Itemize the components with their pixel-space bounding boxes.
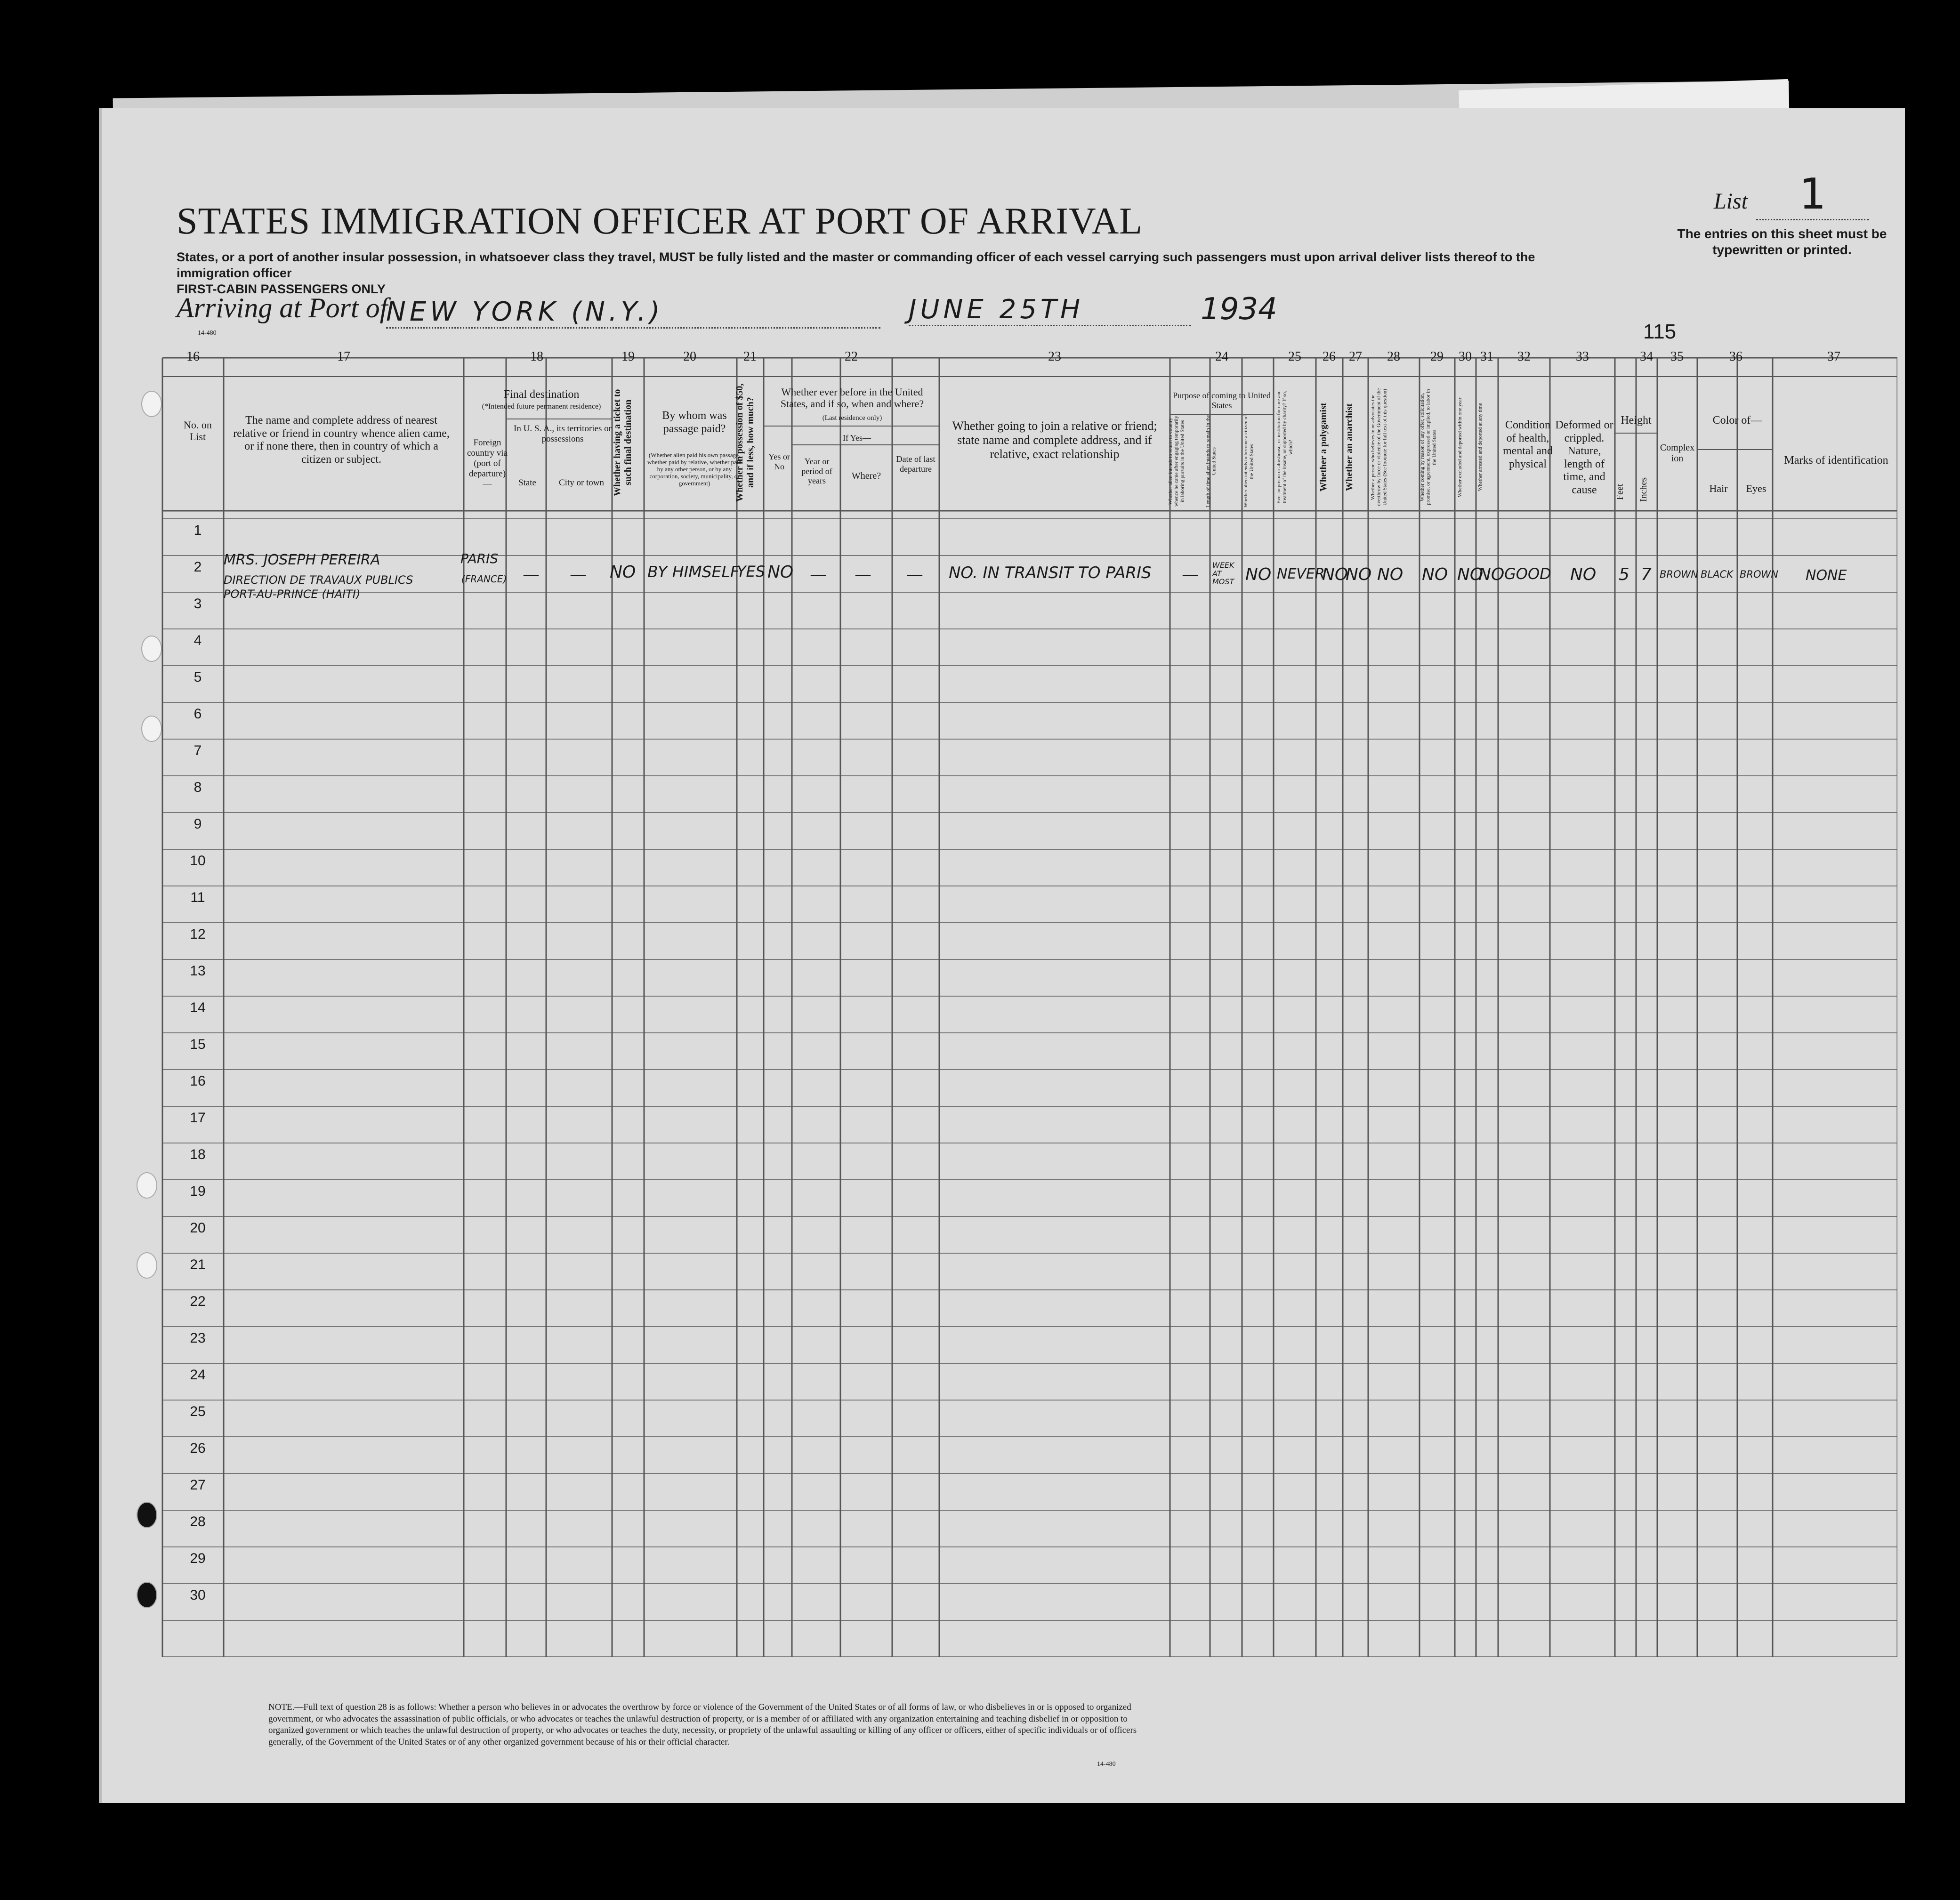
- header-23: Whether going to join a relative or friend; state name and complete address, and if relative, exact relationship: [952, 419, 1157, 461]
- header-29: Whether coming by reason of any offer, solicitation, promise, or agreement, expressed or implied, to labor in the United States: [1420, 389, 1437, 506]
- row-number-27: 27: [190, 1477, 206, 1493]
- header-35: Complexion: [1660, 443, 1695, 464]
- column-number-22: 22: [845, 349, 858, 364]
- header-22-title: Whether ever before in the United States, and if so, when and where?: [780, 386, 924, 410]
- header-20-title: By whom was passage paid?: [662, 410, 727, 435]
- column-number-18: 18: [530, 349, 543, 364]
- port-value: NEW YORK (N.Y.): [386, 297, 880, 329]
- row-number-8: 8: [194, 780, 202, 795]
- entry-joining: NO. IN TRANSIT TO PARIS: [949, 564, 1152, 582]
- column-number-32: 32: [1517, 349, 1531, 364]
- header-21: Whether in possession of $50, and if less, how much?: [734, 383, 756, 502]
- entry-year: —: [810, 565, 827, 584]
- entry-foreign-country-2: (FRANCE): [461, 573, 507, 585]
- punch-hole: [141, 716, 162, 742]
- first-cabin-label: FIRST-CABIN PASSENGERS ONLY: [177, 282, 386, 296]
- header-24-return: Whether alien intends to return to country whence he came after engaging temporarily in laboring pursuits in the United States: [1168, 416, 1186, 507]
- entry-name: MRS. JOSEPH PEREIRA: [224, 552, 380, 568]
- row-number-9: 9: [194, 816, 202, 832]
- row-number-25: 25: [190, 1404, 206, 1419]
- column-number-17: 17: [337, 349, 350, 364]
- entry-citizen: NO: [1245, 565, 1272, 584]
- header-22-note: (Last residence only): [822, 414, 882, 422]
- header-37: Marks of identification: [1784, 454, 1888, 467]
- header-26: Whether a polygamist: [1318, 403, 1329, 492]
- header-18-usa: In U. S. A., its territories or possessions: [514, 424, 612, 444]
- column-number-29: 29: [1430, 349, 1444, 364]
- row-number-3: 3: [194, 596, 202, 612]
- row-number-24: 24: [190, 1367, 206, 1383]
- header-22-date: Date of last departure: [896, 454, 936, 474]
- entry-where: —: [855, 565, 871, 584]
- header-17: The name and complete address of nearest relative or friend in country whence alien came, or if none there, then in country of which a citizen or subject.: [233, 414, 450, 466]
- header-24-title: Purpose of coming to United States: [1173, 391, 1271, 410]
- entry-prison: NEVER: [1277, 566, 1325, 582]
- form-code: 14-480: [198, 330, 217, 337]
- sheet-number: 115: [1643, 320, 1677, 343]
- row-number-11: 11: [190, 890, 205, 905]
- row-number-20: 20: [190, 1220, 206, 1236]
- row-number-19: 19: [190, 1183, 206, 1199]
- column-number-30: 30: [1459, 349, 1472, 364]
- manifest-grid: [160, 344, 1897, 1657]
- column-number-27: 27: [1349, 349, 1362, 364]
- entry-hair: BLACK: [1701, 569, 1733, 580]
- column-number-28: 28: [1387, 349, 1400, 364]
- column-number-35: 35: [1670, 349, 1684, 364]
- entry-address-2: PORT-AU-PRINCE (HAITI): [224, 588, 361, 601]
- entry-overthrow: NO: [1377, 565, 1403, 584]
- column-number-20: 20: [683, 349, 696, 364]
- page-title: STATES IMMIGRATION OFFICER AT PORT OF ARRIVAL: [177, 201, 1143, 242]
- column-number-34: 34: [1640, 349, 1653, 364]
- entry-marks: NONE: [1806, 567, 1847, 584]
- header-33: Deformed or crippled. Nature, length of time, and cause: [1555, 419, 1613, 496]
- row-number-5: 5: [194, 669, 202, 685]
- header-27: Whether an anarchist: [1344, 403, 1355, 491]
- header-36-title: Color of—: [1712, 414, 1762, 427]
- entry-purpose-return: —: [1182, 565, 1199, 584]
- header-22-yes: Yes or No: [768, 452, 790, 471]
- column-number-25: 25: [1288, 349, 1301, 364]
- column-number-23: 23: [1048, 349, 1061, 364]
- entry-passage: BY HIMSELF: [647, 563, 739, 581]
- row-number-14: 14: [190, 1000, 206, 1015]
- header-22-ifyes: If Yes—: [842, 433, 871, 443]
- entry-labor-offer: NO: [1422, 565, 1448, 584]
- entry-complexion: BROWN: [1660, 569, 1699, 580]
- entry-length-stay: WEEK AT MOST: [1212, 561, 1234, 587]
- column-number-19: 19: [621, 349, 635, 364]
- header-36-hair: Hair: [1709, 483, 1728, 494]
- row-number-7: 7: [194, 743, 202, 758]
- entry-feet: 5: [1619, 565, 1629, 584]
- entry-arrested: NO: [1478, 565, 1505, 584]
- header-18-state: State: [518, 478, 536, 488]
- header-34-feet: Feet: [1615, 483, 1625, 500]
- row-number-23: 23: [190, 1330, 206, 1346]
- row-number-2: 2: [194, 559, 202, 575]
- row-number-28: 28: [190, 1514, 206, 1530]
- column-number-21: 21: [743, 349, 757, 364]
- entry-health: GOOD: [1504, 565, 1551, 583]
- column-number-31: 31: [1480, 349, 1493, 364]
- row-number-29: 29: [190, 1551, 206, 1566]
- header-31: Whether arrested and deported at any time: [1477, 403, 1483, 491]
- header-24-length: Length of time alien intends to remain in the United States: [1205, 415, 1217, 508]
- header-24-citizen: Whether alien intends to become a citizen of the United States: [1243, 415, 1255, 508]
- header-22-year: Year or period of years: [801, 457, 832, 486]
- punch-hole: [137, 1252, 157, 1279]
- entry-eyes: BROWN: [1740, 569, 1779, 580]
- list-label: List: [1714, 189, 1748, 214]
- entry-address-1: DIRECTION DE TRAVAUX PUBLICS: [224, 573, 413, 587]
- header-20-note: (Whether alien paid his own passage, whether paid by relative, whether paid by any other person, or by any corporation, society, municipality, or government): [647, 451, 742, 487]
- header-18-title: Final destination: [503, 388, 580, 401]
- footnote-code: 14-480: [1097, 1761, 1116, 1768]
- header-34-title: Height: [1621, 414, 1652, 427]
- column-number-33: 33: [1576, 349, 1589, 364]
- column-number-37: 37: [1827, 349, 1840, 364]
- header-19: Whether having a ticket to such final destination: [612, 389, 633, 496]
- row-number-26: 26: [190, 1441, 206, 1456]
- column-number-26: 26: [1323, 349, 1336, 364]
- instructions-text: States, or a port of another insular possession, in whatsoever class they travel, MUST be fully listed and the master or commanding officer of each vessel carrying such passengers must upon arrival deliver lists thereof to the immigration officer: [177, 250, 1535, 280]
- row-number-1: 1: [194, 523, 202, 538]
- header-32: Condition of health, mental and physical: [1503, 419, 1553, 470]
- row-number-30: 30: [190, 1587, 206, 1603]
- instructions: [177, 250, 1589, 297]
- entry-polygamist: NO: [1322, 565, 1348, 584]
- row-number-21: 21: [190, 1257, 206, 1272]
- punch-hole: [137, 1582, 157, 1608]
- header-no-on-list: No. on List: [184, 419, 212, 443]
- entry-date-departure: —: [906, 565, 923, 584]
- arrival-year: 1934: [1201, 292, 1277, 327]
- row-number-6: 6: [194, 706, 202, 722]
- column-number-36: 36: [1729, 349, 1742, 364]
- row-number-16: 16: [190, 1073, 206, 1089]
- entry-foreign-country: PARIS: [460, 551, 499, 566]
- column-number-16: 16: [186, 349, 200, 364]
- row-number-10: 10: [190, 853, 206, 869]
- row-number-17: 17: [190, 1110, 206, 1126]
- entry-money: YES: [737, 563, 766, 580]
- entries-note: The entries on this sheet must be typewritten or printed.: [1677, 226, 1887, 257]
- port-label: Arriving at Port of: [177, 292, 388, 323]
- punch-hole: [141, 391, 162, 417]
- header-25: Ever in prison or almshouse, or institution for care and treatment of the insane, or supported by charity? If so, which?: [1276, 390, 1294, 504]
- row-number-12: 12: [190, 926, 206, 942]
- header-18-foreign: Foreign country via (port of departure)—: [467, 438, 508, 489]
- entry-state: —: [523, 565, 540, 584]
- row-number-4: 4: [194, 633, 202, 648]
- header-22-where: Where?: [851, 471, 881, 481]
- header-36-eyes: Eyes: [1746, 483, 1766, 494]
- row-number-18: 18: [190, 1147, 206, 1162]
- header-18-city: City or town: [558, 478, 605, 488]
- header-28: Whether a person who believes in or advocates the overthrow by force or violence of the Government of the United States (See footnote for full text of this question): [1370, 388, 1388, 507]
- row-number-13: 13: [190, 963, 206, 979]
- entry-inches: 7: [1641, 565, 1652, 584]
- entry-ever-before: NO: [767, 563, 794, 582]
- column-number-24: 24: [1215, 349, 1228, 364]
- header-34-inches: Inches: [1638, 477, 1649, 502]
- punch-hole: [137, 1502, 157, 1528]
- header-18-note: (*Intended future permanent residence): [482, 403, 601, 411]
- row-number-15: 15: [190, 1037, 206, 1052]
- header-30: Whether excluded and deported within one year: [1457, 397, 1463, 497]
- entry-excluded: NO: [1457, 565, 1484, 584]
- arrival-date: JUNE 25TH: [909, 294, 1191, 326]
- punch-hole: [137, 1172, 157, 1199]
- entry-city: —: [570, 565, 587, 584]
- footnote-question-28: NOTE.—Full text of question 28 is as follows: Whether a person who believes in or advocates the overthrow by force or violence of the Government of the United States or of all forms of law, or who disbelieves in or is opposed to organized government, or who advocates the assassination of public officials, or who advocates or teaches the unlawful destruction of property, or is a member of or affiliated with any organization entertaining and teaching disbelief in or opposition to organized government or which teaches the unlawful destruction of property, or who advocates or teaches the duty, necessity, or propriety of the unlawful assaulting or killing of any officer or officers, either of specific individuals or of officers generally, of the Government of the United States or of any other organized government because of his or their official character.: [268, 1702, 1137, 1747]
- list-number: 1: [1756, 169, 1869, 220]
- entry-ticket: NO: [610, 563, 636, 582]
- entry-anarchist: NO: [1346, 565, 1372, 584]
- punch-hole: [141, 636, 162, 662]
- row-number-22: 22: [190, 1294, 206, 1309]
- entry-deformed: NO: [1570, 565, 1597, 584]
